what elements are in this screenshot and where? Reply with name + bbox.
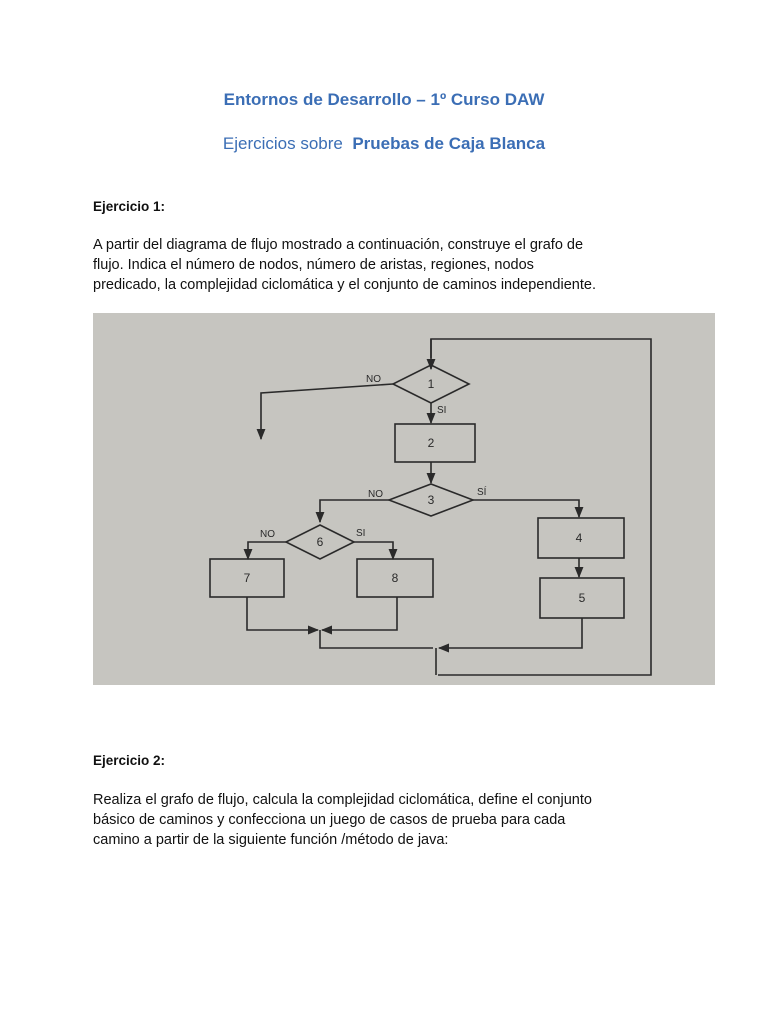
edge-6-no-label: NO: [260, 529, 275, 540]
edge-7-merge: [247, 597, 318, 630]
edge-3-no-label: NO: [368, 489, 383, 500]
node-1-label: 1: [427, 377, 435, 391]
exercise-2-line: camino a partir de la siguiente función /método de java:: [93, 832, 449, 848]
edge-8-merge: [322, 597, 397, 630]
flowchart-photo: [93, 313, 715, 685]
flowchart-diagram: [93, 313, 715, 685]
edge-1-no: [261, 384, 393, 439]
edge-5-merge: [439, 618, 582, 648]
document-subtitle: [0, 134, 768, 154]
subtitle-topic: Pruebas de Caja Blanca: [352, 134, 546, 153]
node-5-label: 5: [578, 591, 586, 605]
node-8-label: 8: [391, 571, 399, 585]
edge-merge-down: [320, 630, 433, 648]
edge-6-si-label: SI: [356, 528, 366, 539]
node-6-label: 6: [316, 535, 324, 549]
exercise-2-heading: Ejercicio 2:: [93, 753, 166, 768]
edge-1-si-label: SI: [437, 405, 447, 416]
exercise-1-text: [93, 235, 693, 295]
exercise-1-line: predicado, la complejidad ciclomática y el conjunto de caminos independiente.: [93, 277, 596, 293]
node-4-label: 4: [575, 531, 583, 545]
edge-6-no: [248, 542, 286, 559]
edge-3-si: [473, 500, 579, 517]
edge-6-si: [354, 542, 393, 559]
subtitle-prefix: Ejercicios sobre: [222, 134, 343, 153]
edge-3-si-label: SÍ: [477, 487, 487, 498]
exercise-1-line: A partir del diagrama de flujo mostrado a continuación, construye el grafo de: [93, 237, 584, 253]
exercise-1-heading: Ejercicio 1:: [93, 199, 166, 214]
exercise-1-line: flujo. Indica el número de nodos, número de aristas, regiones, nodos: [93, 257, 534, 273]
exercise-2-line: Realiza el grafo de flujo, calcula la complejidad ciclomática, define el conjunto: [93, 792, 592, 808]
exercise-2-line: básico de caminos y confecciona un juego de casos de prueba para cada: [93, 812, 566, 828]
loop-line: [431, 339, 651, 675]
document-title: Entornos de Desarrollo – 1º Curso DAW: [223, 90, 545, 109]
edge-3-no: [320, 500, 389, 522]
node-2-label: 2: [427, 436, 435, 450]
node-2-box: [395, 424, 475, 462]
edge-1-no-label: NO: [366, 374, 381, 385]
node-7-label: 7: [243, 571, 251, 585]
exercise-2-text: [93, 790, 693, 850]
node-3-label: 3: [427, 493, 435, 507]
